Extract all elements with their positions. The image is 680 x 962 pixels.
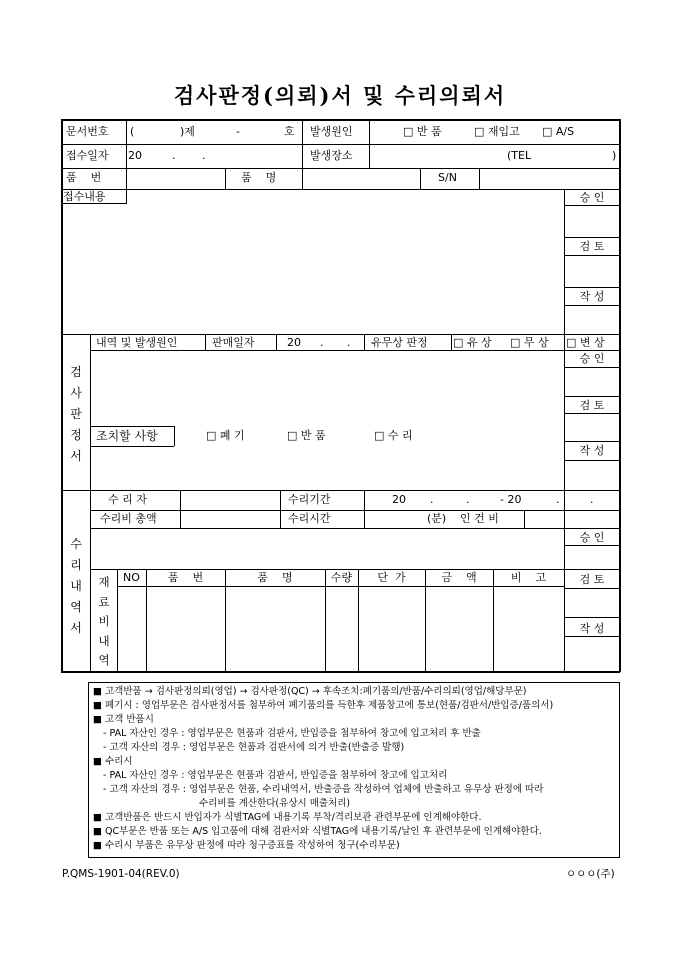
tel-label: (TEL: [507, 149, 532, 162]
judge-label: 유무상 판정: [371, 336, 428, 349]
period-start[interactable]: 20: [392, 493, 406, 506]
repair-side-label: 수 리 내 역 서: [70, 537, 82, 635]
part-name-label: 품 명: [241, 171, 277, 184]
table-header-part-no: 품 번: [167, 571, 204, 584]
note-line: - PAL 자산인 경우 : 영업부문은 현품과 검판서, 반입증을 첨부하여 창고에 입고처리: [103, 770, 448, 781]
note-line: ■ 고객반품은 반드시 반입자가 식별TAG에 내용기록 부착/격리보관 관련부문에 인계해야한다.: [93, 812, 482, 823]
doc-no-ho: 호: [284, 125, 295, 138]
sale-date-dot: .: [320, 336, 324, 349]
review-label: 검 토: [579, 240, 605, 253]
period-dot: .: [556, 493, 560, 506]
note-line: ■ 고객반품 → 검사판정의뢰(영업) → 검사판정(QC) → 후속조치:폐기품의/반품/수리의뢰(영업/해당부문): [93, 686, 527, 697]
period-label: 수리기간: [288, 493, 331, 506]
tel-close: ): [612, 149, 617, 162]
form-number: P.QMS-1901-04(REV.0): [62, 868, 180, 880]
inspection-side-label: 검 사 판 정 서: [70, 365, 82, 463]
period-dot: .: [466, 493, 470, 506]
labor-label: 인 건 비: [460, 512, 499, 525]
write-label: 작 성: [579, 290, 605, 303]
note-line: ■ QC부문은 반품 또는 A/S 입고품에 대해 검판서와 식별TAG에 내용기록/날인 후 관련부문에 인계해야한다.: [93, 826, 542, 837]
option-return-checkbox[interactable]: □ 반 품: [403, 125, 442, 138]
note-line: ■ 폐기시 : 영업부문은 검사판정서를 첨부하여 폐기품의를 득한후 제품창고에 통보(현품/검판서/반입증/품의서): [93, 700, 554, 711]
doc-no-dash: -: [236, 125, 240, 138]
notes-box: [88, 682, 620, 858]
note-line: - 고객 자산의 경우 : 영업부문은 현품과 검판서에 의거 반출(반출증 발행): [103, 742, 405, 753]
write-label: 작 성: [579, 622, 605, 635]
date-label: 접수일자: [66, 149, 109, 162]
action-discard-checkbox[interactable]: □ 폐 기: [206, 429, 245, 442]
sale-date-value[interactable]: 20: [287, 336, 301, 349]
option-change-checkbox[interactable]: □ 변 상: [566, 336, 605, 349]
note-line: - PAL 자산인 경우 : 영업부문은 현품과 검판서, 반입증을 첨부하여 창고에 입고처리 후 반출: [103, 728, 481, 739]
table-header-part-name: 품 명: [257, 571, 293, 584]
detail-label: 내역 및 발생원인: [96, 336, 178, 349]
approve-label: 승 인: [579, 352, 605, 365]
period-end[interactable]: - 20: [500, 493, 522, 506]
doc-no-close: )제: [180, 125, 195, 138]
doc-no-label: 문서번호: [66, 125, 109, 138]
action-repair-checkbox[interactable]: □ 수 리: [374, 429, 413, 442]
sn-label: S/N: [438, 171, 457, 184]
action-label: 조치할 사항: [96, 429, 158, 443]
time-label: 수리시간: [288, 512, 331, 525]
table-header-remarks: 비 고: [510, 571, 547, 584]
approve-label: 승 인: [579, 191, 605, 204]
reception-label: 접수내용: [63, 190, 106, 203]
sale-date-dot: .: [347, 336, 351, 349]
company-name: ㅇㅇㅇ(주): [566, 868, 615, 880]
sale-date-label: 판매일자: [212, 336, 255, 349]
note-line: ■ 고객 반품시: [93, 714, 154, 725]
period-dot: .: [430, 493, 434, 506]
place-label: 발생장소: [310, 149, 353, 162]
material-side-label: 재 료 비 내 역: [98, 575, 110, 667]
approve-label: 승 인: [579, 531, 605, 544]
doc-no-paren: (: [130, 125, 135, 138]
date-dot: .: [172, 149, 176, 162]
note-line: ■ 수리시 부품은 유무상 판정에 따라 청구증표를 작성하여 청구(수리부문): [93, 840, 400, 851]
period-dot: .: [590, 493, 594, 506]
write-label: 작 성: [579, 444, 605, 457]
note-line: ■ 수리시: [93, 756, 133, 767]
option-as-checkbox[interactable]: □ A/S: [542, 125, 575, 138]
time-unit: (분): [427, 512, 447, 525]
cause-label: 발생원인: [310, 125, 353, 138]
option-reenter-checkbox[interactable]: □ 재입고: [474, 125, 520, 138]
date-value[interactable]: 20: [128, 149, 142, 162]
table-header-no: NO: [123, 571, 140, 584]
review-label: 검 토: [579, 399, 605, 412]
note-line: 수리비를 계산한다(유상시 매출처리): [199, 798, 351, 809]
page-title: 검사판정(의뢰)서 및 수리의뢰서: [173, 83, 507, 108]
action-return-checkbox[interactable]: □ 반 품: [287, 429, 326, 442]
table-header-unit-price: 단 가: [377, 571, 406, 584]
note-line: - 고객 자산의 경우 : 영업부문은 현품, 수리내역서, 반출증을 작성하여 업체에 반출하고 유무상 판정에 따라: [103, 784, 544, 795]
option-paid-checkbox[interactable]: □ 유 상: [453, 336, 492, 349]
review-label: 검 토: [579, 573, 605, 586]
date-dot: .: [202, 149, 206, 162]
table-header-amount: 금 액: [441, 571, 477, 584]
option-free-checkbox[interactable]: □ 무 상: [510, 336, 549, 349]
part-no-label: 품 번: [66, 171, 102, 184]
total-label: 수리비 총액: [100, 512, 157, 525]
repairer-label: 수 리 자: [108, 493, 147, 506]
table-header-qty: 수량: [330, 571, 353, 584]
